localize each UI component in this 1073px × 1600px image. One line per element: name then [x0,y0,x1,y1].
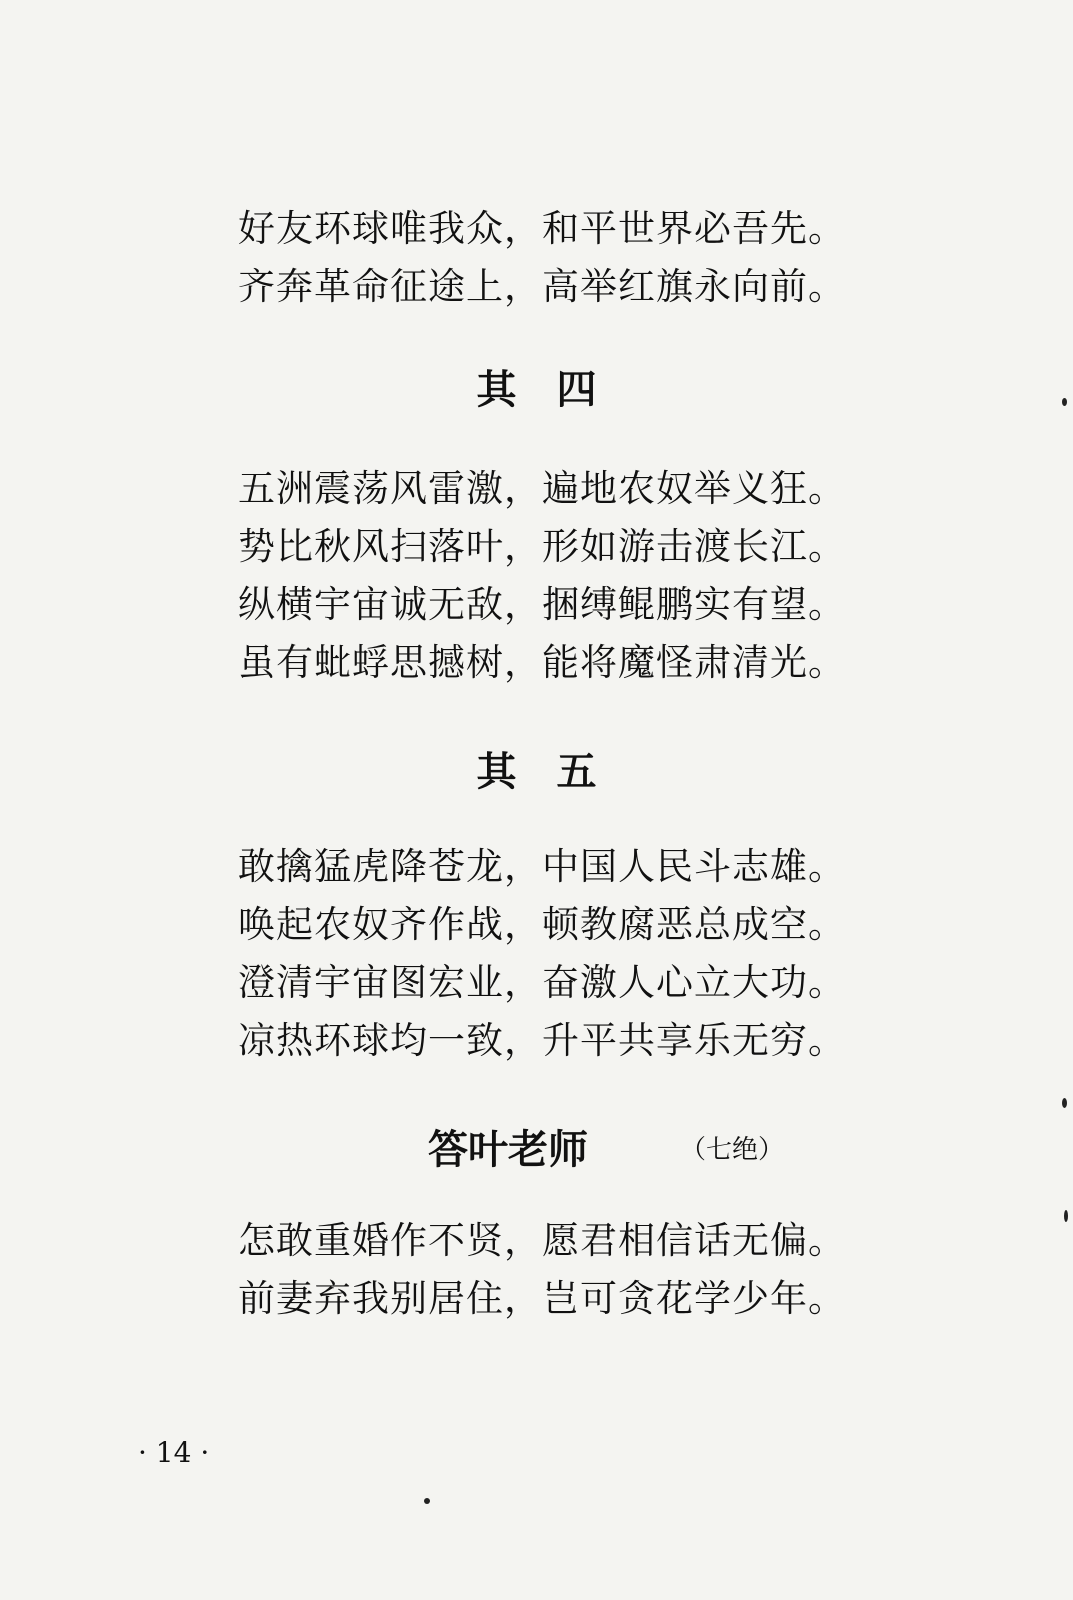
verse-line: 五洲震荡风雷激，遍地农奴举义狂。 [238,467,846,510]
verse-line: 澄清宇宙图宏业，奋激人心立大功。 [238,961,846,1004]
verse-line: 怎敢重婚作不贤，愿君相信话无偏。 [238,1219,846,1262]
poem-form-label: （七绝） [680,1135,785,1165]
scan-speck [1064,1210,1068,1222]
verse-line: 好友环球唯我众，和平世界必吾先。 [238,207,846,250]
section-heading-4: 其四 [476,367,637,413]
scan-speck [424,1498,430,1504]
verse-line: 虽有蚍蜉思撼树，能将魔怪肃清光。 [238,641,846,684]
scan-speck [1062,398,1067,406]
verse-line: 纵横宇宙诚无敌，捆缚鲲鹏实有望。 [238,583,846,626]
verse-line: 前妻弃我别居住，岂可贪花学少年。 [238,1277,846,1320]
verse-line: 势比秋风扫落叶，形如游击渡长江。 [238,525,846,568]
poem-title: 答叶老师 [428,1127,588,1173]
section-heading-5: 其五 [476,749,637,795]
verse-line: 凉热环球均一致，升平共享乐无穷。 [238,1019,846,1062]
verse-block-poem [238,1212,846,1328]
verse-line: 齐奔革命征途上，高举红旗永向前。 [238,265,846,308]
page-number: · 14 · [138,1436,210,1469]
verse-line: 敢擒猛虎降苍龙，中国人民斗志雄。 [238,845,846,888]
verse-block-continued [238,200,846,316]
scan-speck [1062,1098,1067,1108]
verse-block-5 [238,838,846,1070]
verse-line: 唤起农奴齐作战，顿教腐恶总成空。 [238,903,846,946]
verse-block-4 [238,460,846,692]
